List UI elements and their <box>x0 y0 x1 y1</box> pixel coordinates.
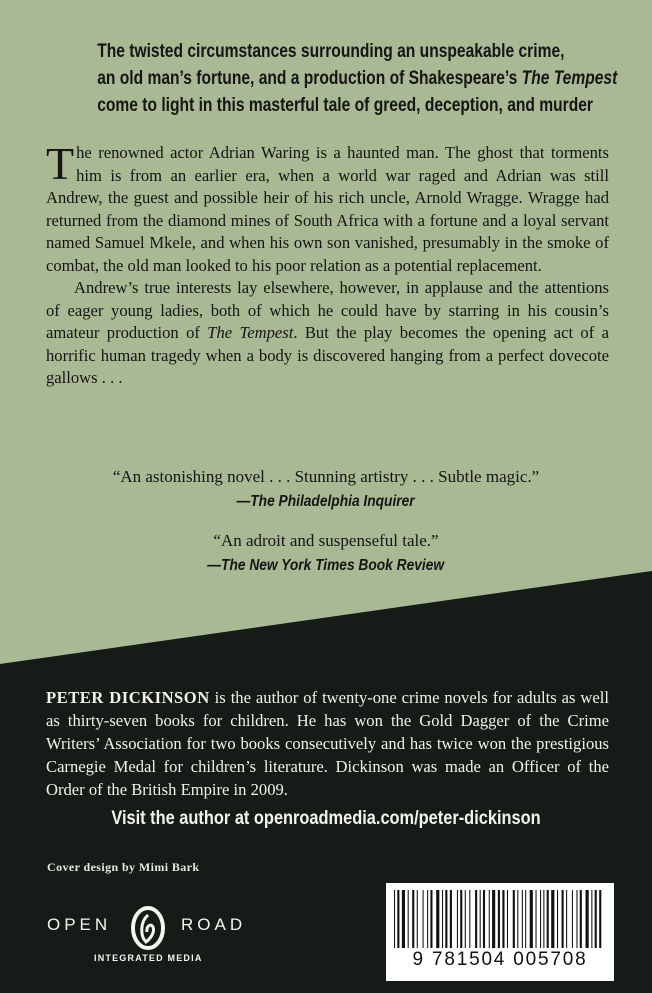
barcode-bar <box>507 890 508 948</box>
cover-design-credit: Cover design by Mimi Bark <box>47 860 200 874</box>
barcode-bar <box>566 890 567 948</box>
barcode-bar <box>572 890 573 948</box>
barcode-bar <box>522 890 523 948</box>
barcode-bar <box>576 890 577 948</box>
barcode-bar <box>483 890 485 948</box>
barcode-bar <box>445 890 447 948</box>
description-paragraph-2 <box>46 277 609 390</box>
description-paragraph-2-text-b: . But the play becomes the opening act of a horrific human tragedy when a body is discovered hanging from a perfect dovecote gallows . . . <box>46 323 609 387</box>
tagline-line-3: come to light in this masterful tale of greed, deception, and murder <box>97 94 594 116</box>
barcode-bar <box>525 890 526 948</box>
description-paragraph-2-text-a: Andrew’s true interests lay elsewhere, however, in applause and the attentions of eager young ladies, both of which he could have by starring in his cousin’s amateur production of <box>46 278 609 342</box>
barcode-bar <box>442 890 443 948</box>
barcode-bar <box>475 890 477 948</box>
isbn-number: 9 781504 005708 <box>412 949 588 970</box>
barcode-bar <box>557 890 558 948</box>
open-road-logo <box>42 906 264 968</box>
open-road-emblem-icon <box>126 906 170 950</box>
tagline-line-2-text: an old man’s fortune, and a production of Shakespeare’s <box>97 67 522 89</box>
author-bio-text: is the author of twenty-one crime novels for adults as well as thirty-seven books for children. He has won the Gold Dagger of the Crime Writers’ Association for two books consecutively and has twice won the prestigious Carnegie Medal for children’s literature. Dickinson was made an Officer of the Order of the British Empire in 2009. <box>46 688 609 799</box>
review-quote-2-text: “An adroit and suspenseful tale.” <box>213 531 439 550</box>
barcode-bar <box>465 890 466 948</box>
barcode-bar <box>423 890 424 948</box>
barcode-bar <box>469 890 470 948</box>
barcode-bar <box>591 890 592 948</box>
barcode-bar <box>460 890 462 948</box>
logo-word-open: OPEN <box>47 915 112 934</box>
barcode-bar <box>450 890 452 948</box>
review-quote-1-text: “An astonishing novel . . . Stunning artistry . . . Subtle magic.” <box>112 467 540 486</box>
review-quote-1-source: —The Philadelphia Inquirer <box>236 493 416 510</box>
review-quote-2-source: —The New York Times Book Review <box>207 557 445 574</box>
logo-subtitle: INTEGRATED MEDIA <box>94 953 203 963</box>
barcode-bar <box>427 890 428 948</box>
barcode-bar <box>436 890 439 948</box>
barcode-bar <box>457 890 458 948</box>
barcode-bar <box>498 890 500 948</box>
barcode-bar <box>412 890 414 948</box>
isbn-barcode <box>386 883 614 981</box>
barcode-bar <box>595 890 597 948</box>
barcode-bar <box>480 890 481 948</box>
barcode-bar <box>599 890 601 948</box>
barcode-bar <box>417 890 418 948</box>
barcode-bar <box>540 890 541 948</box>
barcode-bar <box>530 890 533 948</box>
barcode-bars <box>392 890 608 948</box>
barcode-bar <box>402 890 405 948</box>
barcode-bar <box>517 890 518 948</box>
description-paragraph-1 <box>46 138 609 277</box>
barcode-bar <box>397 890 399 948</box>
barcode-bar <box>543 890 544 948</box>
barcode-bar <box>492 890 495 948</box>
tagline-line-2 <box>97 65 618 92</box>
description-paragraph-1-text: he renowned actor Adrian Waring is a haunted man. The ghost that torments him is from an earlier era, when a world war raged and Adrian was still Andrew, the guest and possible heir of his rich uncle, Arnold Wragge. Wragge had returned from the diamond mines of South Africa with a fortune and a loyal servant named Samuel Mkele, and when his own son vanished, presumably in the smoke of combat, the old man looked to his poor relation as a potential replacement. <box>46 143 609 275</box>
barcode-bar <box>551 890 554 948</box>
review-quote-2 <box>60 529 592 578</box>
description-play-title: The Tempest <box>207 323 294 342</box>
drop-cap: T <box>46 138 75 189</box>
logo-word-road: ROAD <box>181 915 247 934</box>
barcode-bar <box>408 890 409 948</box>
barcode-bar <box>430 890 432 948</box>
barcode-bar <box>536 890 537 948</box>
author-bio <box>46 686 609 801</box>
barcode-bar <box>547 890 549 948</box>
tagline-line-1: The twisted circumstances surrounding an unspeakable crime, <box>97 40 565 62</box>
barcode-bar <box>489 890 490 948</box>
barcode-bar <box>502 890 504 948</box>
tagline <box>97 38 618 119</box>
barcode-bar <box>580 890 582 948</box>
barcode-bar <box>394 890 395 948</box>
barcode-bar <box>513 890 515 948</box>
author-website-line: Visit the author at openroadmedia.com/peter-dickinson <box>111 807 541 829</box>
tagline-title: The Tempest <box>521 67 618 89</box>
review-quote-1 <box>60 465 592 514</box>
description <box>46 138 609 390</box>
barcode-bar <box>586 890 589 948</box>
author-name: PETER DICKINSON <box>46 688 210 707</box>
barcode-bar <box>562 890 564 948</box>
